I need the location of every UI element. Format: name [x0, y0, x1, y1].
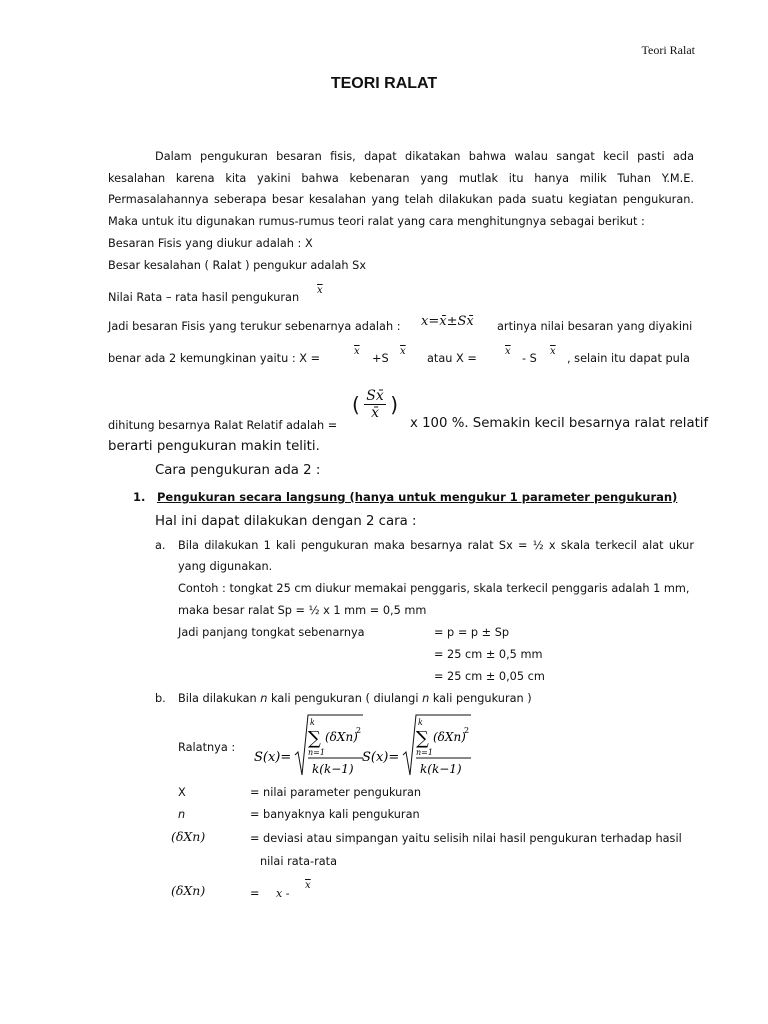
sum-top: k: [418, 718, 423, 727]
intro-line-3: Permasalahannya seberapa besar kesalahan yang telah dilakukan pada suatu kegiatan pengukuran.: [108, 193, 694, 206]
legend-eq: =: [250, 887, 260, 900]
intro-line-2: kesalahan karena kita yakini bahwa kebenaran yang mutlak itu hanya milik Tuhan Y.M.E.: [108, 171, 694, 185]
formula-copy-1: [254, 715, 363, 776]
relatif-suffix: x 100 %. Semakin kecil besarnya ralat relatif: [410, 416, 709, 431]
legend-sym-deviasi: (δXn): [171, 829, 206, 844]
relatif-line2: berarti pengukuran makin teliti.: [108, 439, 320, 454]
svg-text:∑: ∑: [416, 728, 429, 749]
legend-desc-x: = nilai parameter pengukuran: [250, 786, 422, 799]
item-a-eq1: = p = p ± Sp: [434, 626, 510, 639]
terukur-line2: benar ada 2 kemungkinan yaitu : X =: [108, 352, 321, 365]
cara-text: Cara pengukuran ada 2 :: [155, 463, 321, 478]
xbar-symbol: $\overline{x}$: [400, 346, 406, 357]
legend-desc-deviasi: = deviasi atau simpangan yaitu selisih nilai hasil pengukuran terhadap hasil: [250, 832, 682, 845]
sx-lhs: S(x)=: [362, 750, 400, 765]
item-b-label: b.: [155, 692, 166, 705]
page-title: TEORI RALAT: [330, 75, 438, 92]
relatif-prefix: dihitung besarnya Ralat Relatif adalah =: [108, 419, 338, 432]
section1-number: 1.: [133, 490, 146, 504]
item-a-eq2: = 25 cm ± 0,5 mm: [434, 648, 543, 661]
item-b-text: Bila dilakukan n kali pengukuran ( diulangi n kali pengukuran ): [178, 692, 532, 705]
item-a-line1: Bila dilakukan 1 kali pengukuran maka besarnya ralat Sx = ½ x skala terkecil alat ukur: [178, 539, 694, 552]
intro-line-4: Maka untuk itu digunakan rumus-rumus teori ralat yang cara menghitungnya sebagai berikut :: [108, 214, 645, 228]
sum-bottom: n=1: [308, 748, 325, 757]
terukur-line2-end: , selain itu dapat pula: [567, 352, 690, 365]
item-a-line2: yang digunakan.: [178, 560, 273, 573]
sum-top: k: [310, 718, 315, 727]
xbar-symbol: $\overline{x}$: [305, 880, 311, 891]
sum-power: 2: [356, 726, 362, 735]
terukur-prefix: Jadi besaran Fisis yang terukur sebenarnya adalah :: [108, 320, 401, 333]
sum-term: (δXn): [433, 730, 466, 744]
item-a-line5: Jadi panjang tongkat sebenarnya: [178, 626, 365, 639]
section1-title: Pengukuran secara langsung (hanya untuk mengukur 1 parameter pengukuran): [157, 490, 678, 504]
def-ralat: Besar kesalahan ( Ralat ) pengukur adalah Sx: [108, 259, 367, 272]
running-header: Teori Ralat: [641, 43, 695, 57]
section1-intro: Hal ini dapat dilakukan dengan 2 cara :: [155, 514, 417, 529]
terukur-formula: x=x̄±Sx̄: [421, 314, 474, 329]
item-a-line4: maka besar ralat Sp = ½ x 1 mm = 0,5 mm: [178, 604, 427, 617]
svg-text:∑: ∑: [308, 728, 321, 749]
legend-sym-deviasi-formula: (δXn): [171, 883, 206, 898]
def-besaran: Besaran Fisis yang diukur adalah : X: [108, 237, 313, 250]
sum-bottom: n=1: [416, 748, 433, 757]
xbar-symbol: $\overline{x}$: [317, 285, 323, 296]
sx-lhs: S(x)=: [254, 750, 292, 765]
item-a-line3: Contoh : tongkat 25 cm diukur memakai penggaris, skala terkecil penggaris adalah 1 mm,: [178, 582, 690, 595]
plus-s: +S: [372, 352, 389, 365]
sum-term: (δXn): [325, 730, 358, 744]
atau-text: atau X =: [427, 352, 477, 365]
ralat-label: Ralatnya :: [178, 741, 236, 754]
item-a-eq3: = 25 cm ± 0,05 cm: [434, 670, 545, 683]
denominator: k(k−1): [312, 762, 354, 776]
xbar-symbol: $\overline{x}$: [505, 346, 511, 357]
std-dev-formula: [252, 711, 482, 781]
item-a-label: a.: [155, 539, 166, 552]
legend-sym-n: n: [178, 808, 186, 821]
legend-x-minus: x -: [276, 887, 290, 900]
legend-desc-deviasi-2: nilai rata-rata: [260, 855, 338, 868]
legend-desc-n: = banyaknya kali pengukuran: [250, 808, 420, 821]
minus-s: - S: [522, 352, 537, 365]
terukur-suffix: artinya nilai besaran yang diyakini: [497, 320, 693, 333]
xbar-symbol: $\overline{x}$: [550, 346, 556, 357]
formula-copy-2: [362, 715, 471, 776]
intro-line-1: Dalam pengukuran besaran fisis, dapat dikatakan bahwa walau sangat kecil pasti ada: [155, 150, 694, 163]
sum-power: 2: [464, 726, 470, 735]
relatif-fraction: ( $\frac{Sx̄}{x̄}$ ): [352, 388, 399, 421]
denominator: k(k−1): [420, 762, 462, 776]
intro-paragraph: [108, 146, 694, 232]
legend-sym-x: X: [178, 786, 186, 799]
def-rata: Nilai Rata – rata hasil pengukuran: [108, 291, 300, 304]
xbar-symbol: $\overline{x}$: [354, 346, 360, 357]
